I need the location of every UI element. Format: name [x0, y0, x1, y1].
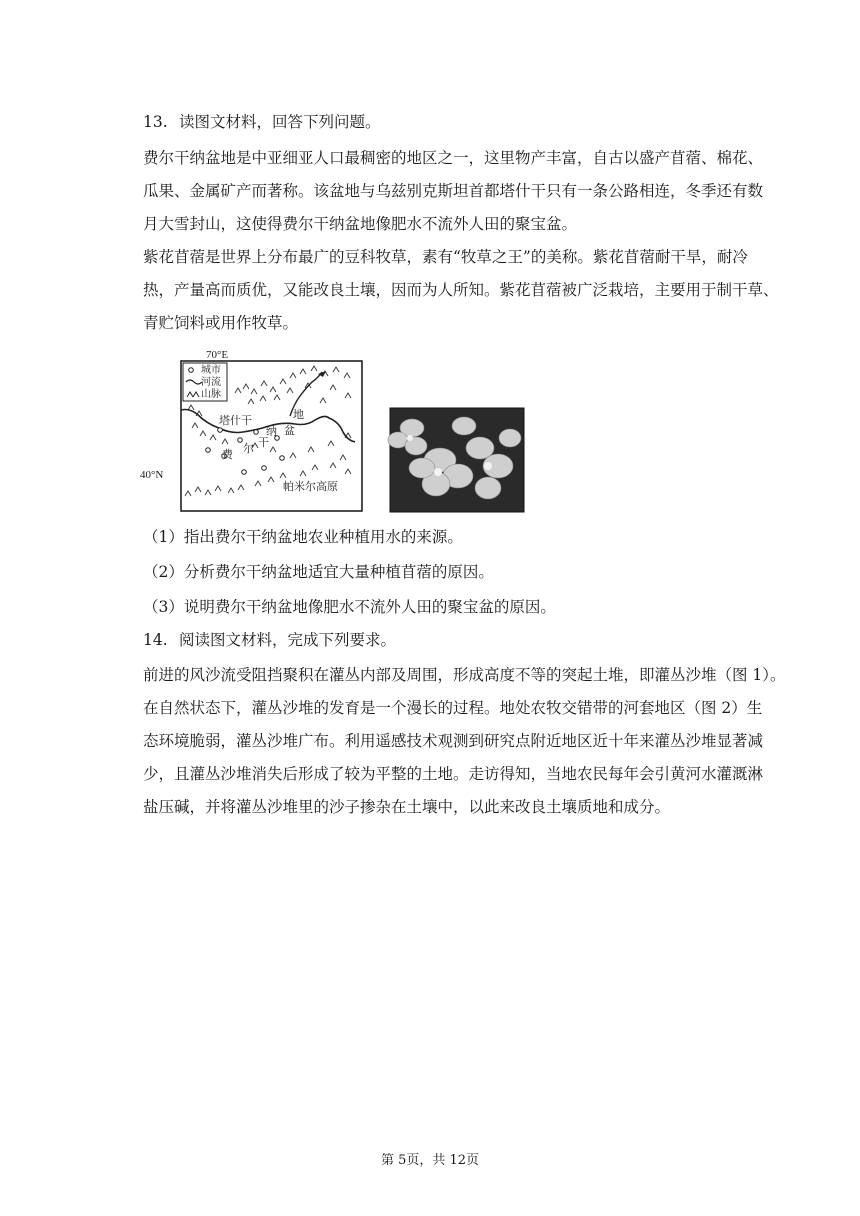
q13-figure: [140, 348, 540, 518]
q13-para2-line: 热，产量高而质优，又能改良土壤，因而为人所知。紫花苜蓿被广泛栽培，主要用于制干草、: [143, 281, 779, 299]
basin-char: 干: [258, 436, 269, 449]
q13-subquestion-1: （1）指出费尔干纳盆地农业种植用水的来源。: [143, 528, 463, 546]
basin-char: 费: [222, 448, 233, 461]
question-number: 13.: [143, 113, 168, 131]
page-footer: 第 5页，共 12页: [380, 1153, 480, 1168]
q13-para1-line: 瓜果、金属矿产而著称。该盆地与乌兹别克斯坦首都塔什干只有一条公路相连，冬季还有数: [143, 182, 764, 200]
legend-mountain-label: 山脉: [201, 389, 221, 400]
basin-char: 地: [293, 408, 304, 421]
pamir-plateau-label: 帕米尔高原: [283, 480, 338, 493]
question-prompt: 阅读图文材料，完成下列要求。: [179, 631, 397, 649]
longitude-label: 70°E: [206, 349, 229, 361]
q14-para-line: 盐压碱，并将灌丛沙堆里的沙子掺杂在土壤中，以此来改良土壤质地和成分。: [143, 798, 671, 816]
q13-para2-line: 青贮饲料或用作牧草。: [143, 314, 299, 332]
q13-subquestion-3: （3）说明费尔干纳盆地像肥水不流外人田的聚宝盆的原因。: [143, 598, 556, 616]
question-14-header: [143, 630, 396, 650]
question-prompt: 读图文材料，回答下列问题。: [179, 113, 381, 131]
question-number: 14.: [143, 631, 168, 649]
legend-city-label: 城市: [201, 365, 221, 376]
q14-para-line: 前进的风沙流受阻挡聚积在灌丛内部及周围，形成高度不等的突起土堆，即灌丛沙堆（图 1）。: [143, 666, 786, 684]
ferghana-map-and-alfalfa-photo: [140, 348, 540, 518]
basin-char: 纳: [266, 425, 277, 438]
basin-char: 尔: [243, 442, 254, 455]
q13-para1-line: 费尔干纳盆地是中亚细亚人口最稠密的地区之一，这里物产丰富，自古以盛产苜蓿、棉花、: [143, 149, 764, 167]
q13-para2-line: 紫花苜蓿是世界上分布最广的豆科牧草，素有“牧草之王”的美称。紫花苜蓿耐干旱，耐冷: [143, 248, 748, 266]
q14-para-line: 在自然状态下，灌丛沙堆的发育是一个漫长的过程。地处农牧交错带的河套地区（图 2）生: [143, 699, 763, 717]
q13-para1-line: 月大雪封山，这使得费尔干纳盆地像肥水不流外人田的聚宝盆。: [143, 215, 578, 233]
q14-para-line: 态环境脆弱，灌丛沙堆广布。利用遥感技术观测到研究点附近地区近十年来灌丛沙堆显著减: [143, 732, 764, 750]
legend-river-label: 河流: [201, 377, 221, 388]
question-13-header: [143, 112, 381, 132]
latitude-label: 40°N: [140, 469, 164, 481]
q14-para-line: 少，且灌丛沙堆消失后形成了较为平整的土地。走访得知，当地农民每年会引黄河水灌溉淋: [143, 765, 764, 783]
basin-char: 盆: [284, 424, 295, 437]
tashkent-label: 塔什干: [219, 414, 252, 427]
alfalfa-flower-photo: [388, 408, 524, 512]
q13-subquestion-2: （2）分析费尔干纳盆地适宜大量种植苜蓿的原因。: [143, 563, 494, 581]
